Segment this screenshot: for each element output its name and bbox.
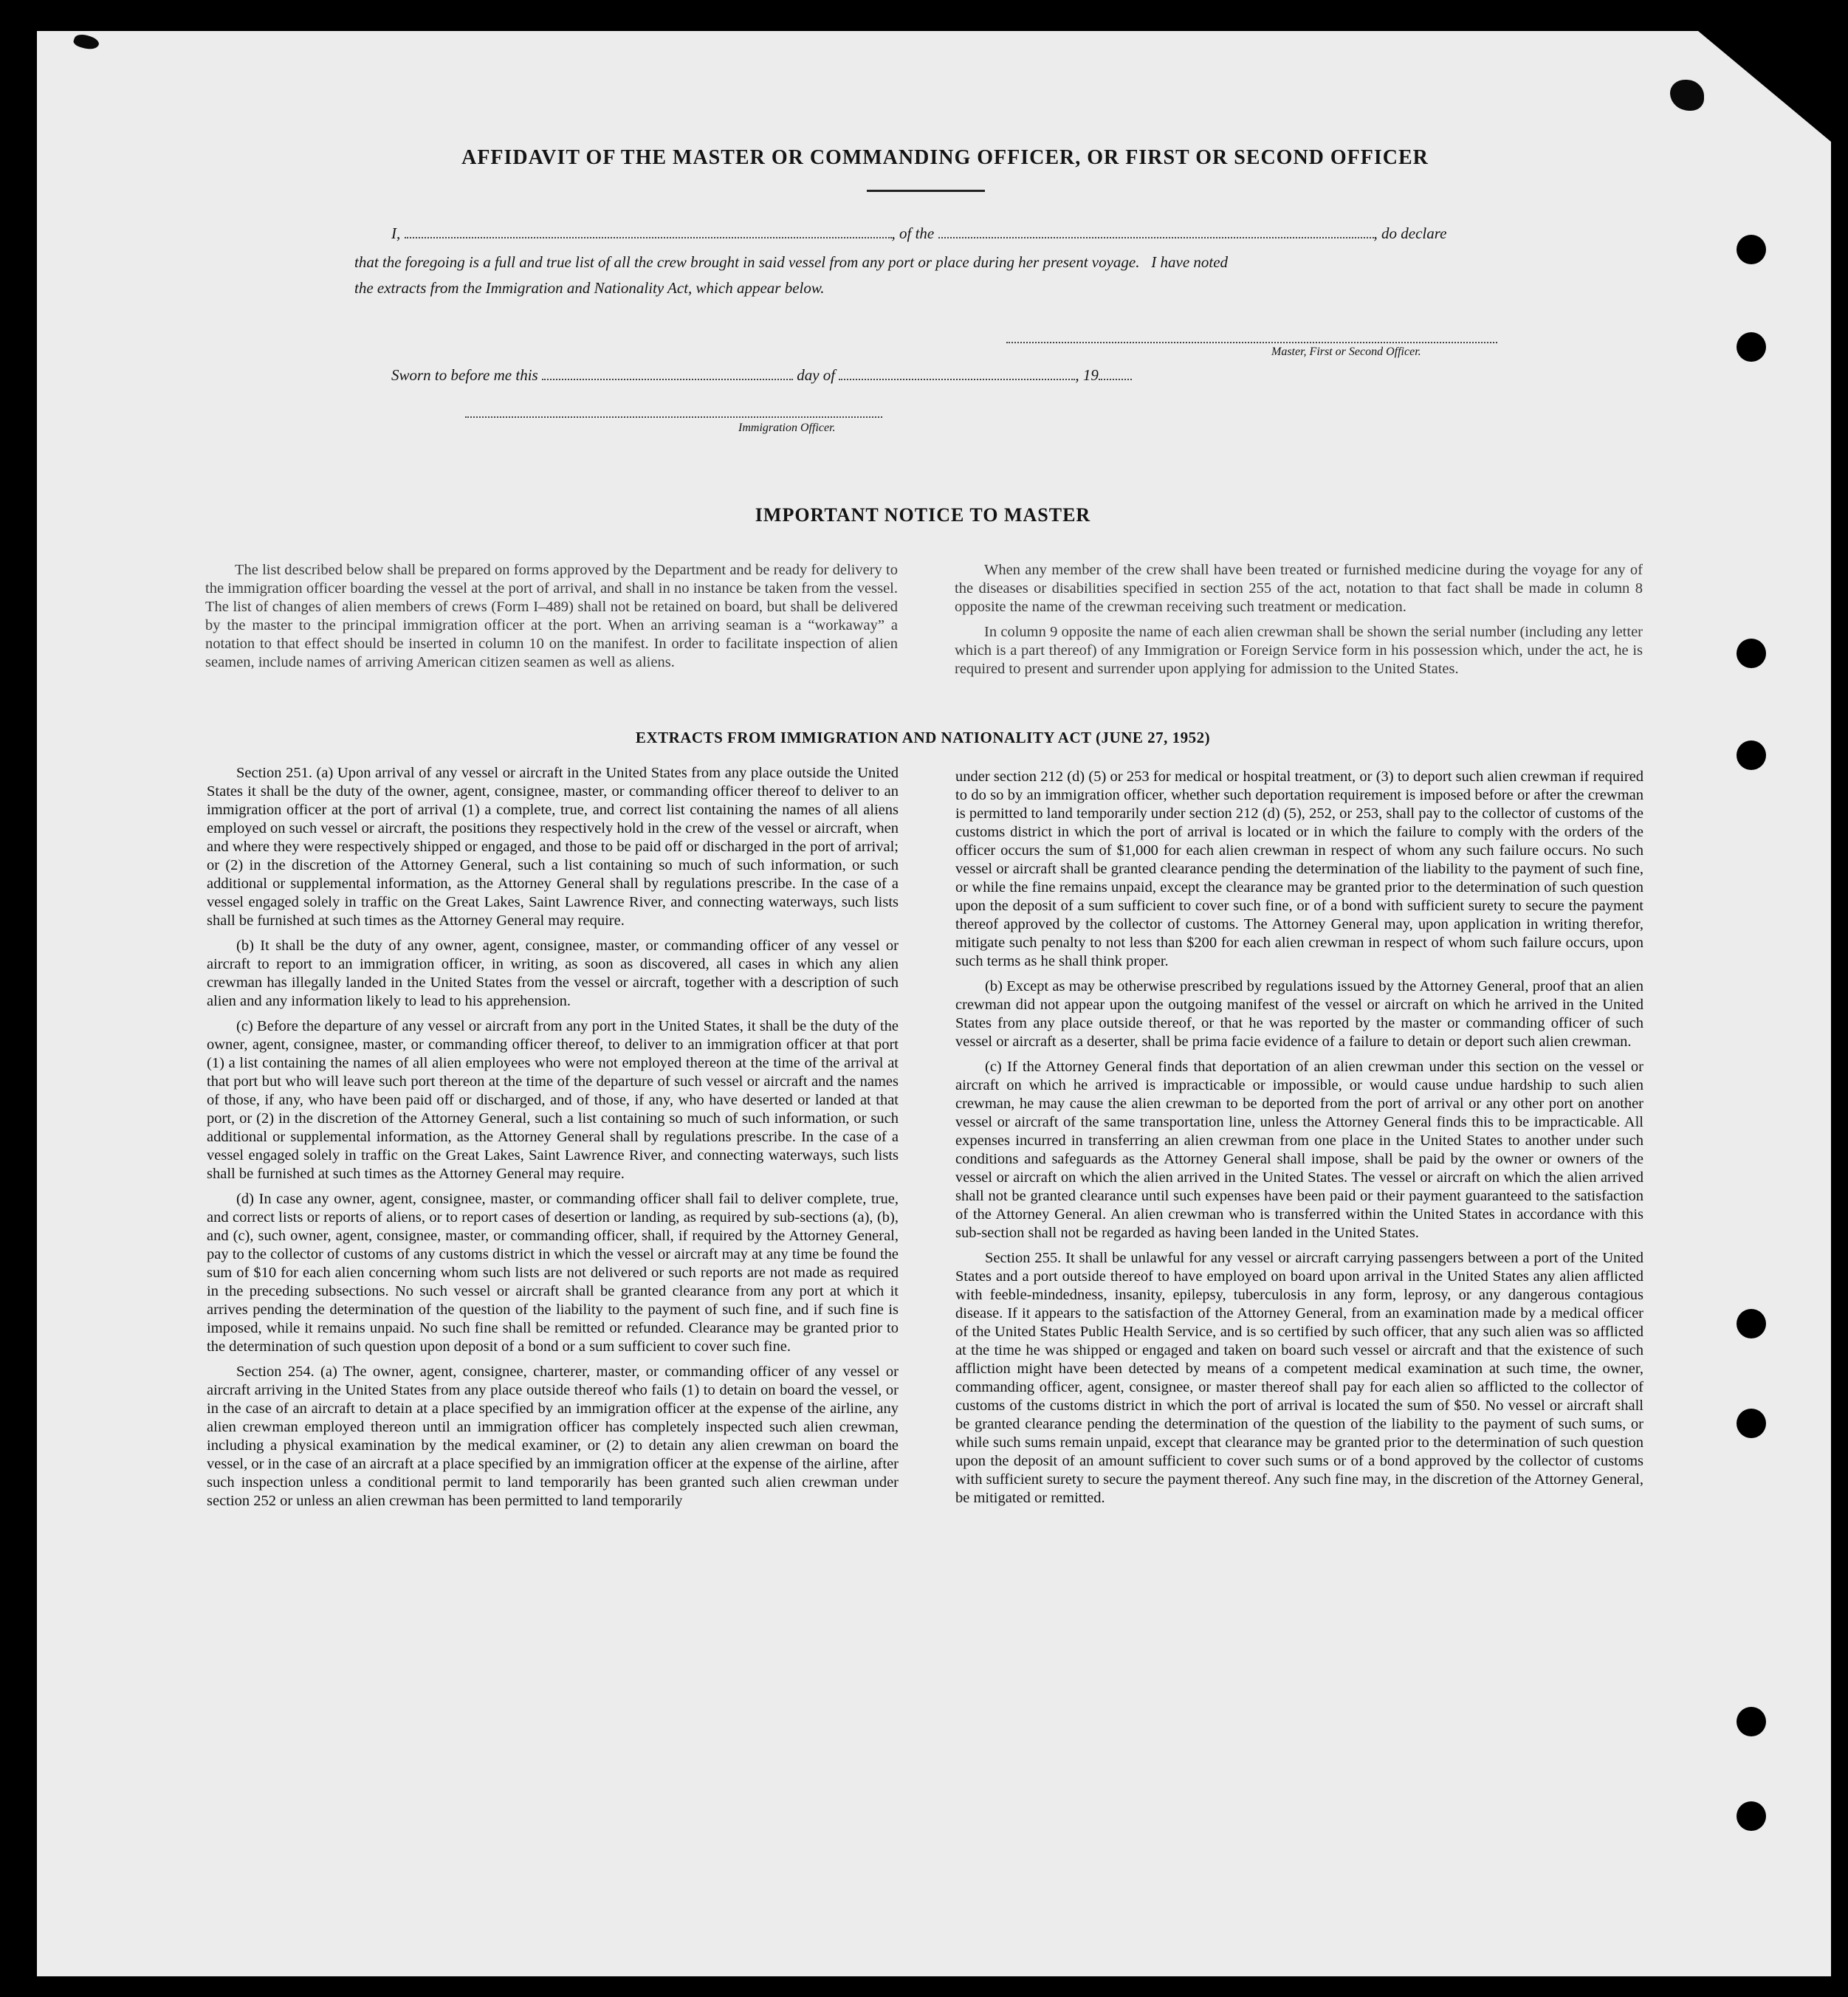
month-blank xyxy=(839,365,1075,380)
punch-hole xyxy=(1737,1707,1766,1736)
punch-hole xyxy=(1737,740,1766,770)
punch-hole xyxy=(1737,1801,1766,1831)
section-paragraph: (c) If the Attorney General finds that deportation of an alien crewman under this section on the vessel or aircraft on which he arrived is impracticable or impossible, or would cause undue hardship to such alien crewman, he may cause the alien crewman to be deported from the port of arrival or any other port on another vessel or aircraft of the same transportation line, unless the Attorney General finds this to be impracticable. All expenses incurred in transferring an alien crewman from one place in the United States to another under such conditions and safeguards as the Attorney General shall impose, shall be paid by the owner or owners of the vessel or aircraft on which the alien arrived in the United States. The vessel or aircraft on which the alien arrived shall not be granted clearance until such expenses have been paid or their payment guaranteed to the satisfaction of the Attorney General. An alien crewman who is transferred within the United States in accordance with this sub-section shall not be regarded as having been landed in the United States. xyxy=(955,1059,1643,1241)
year-blank xyxy=(1099,365,1132,380)
section-paragraph: under section 212 (d) (5) or 253 for medical or hospital treatment, or (3) to deport such alien crewman if required to do so by an immigration officer, whether such deportation requirement is imposed before or after the crewman is permitted to land temporarily under section 212 (d) (5), 252, or 253, shall pay to the collector of customs of the customs district in which the port of arrival is located or in which the failure to comply with the orders of the officer occurs the sum of $1,000 for each alien crewman in respect of whom any such failure occurs. No such vessel or aircraft shall be granted clearance pending the determination of the liability to the payment of such fine, or while the fine remains unpaid, except the clearance may be granted prior to the determination of such question upon the deposit of a sum sufficient to cover such fine, or of a bond with sufficient surety to secure the payment thereof approved by the collector of customs. The Attorney General may, upon application in writing therefor, mitigate such penalty to not less than $200 for each alien crewman in respect of whom such failure occurs, upon such terms as he shall think proper. xyxy=(955,769,1643,969)
master-signature-label: Master, First or Second Officer. xyxy=(1271,346,1421,358)
punch-hole xyxy=(1737,332,1766,362)
section-paragraph: (d) In case any owner, agent, consignee, master, or commanding officer shall fail to deliver complete, true, and correct lists or reports of aliens, or to report cases of desertion or landing, as required by sub-sections (a), (b), and (c), such owner, agent, consignee, master, or commanding officer, shall, if required by the Attorney General, pay to the collector of customs of any customs district in which the vessel or aircraft may at any time be found the sum of $10 for each alien concerning whom such lists are not delivered or such reports are not made as required in the preceding subsections. No such vessel or aircraft shall be granted clearance from any port at which it arrives pending the determination of the question of the liability to the payment of such fine, and if such fine is imposed, while it remains unpaid. No such fine shall be remitted or refunded. Clearance may be granted prior to the determination of such question upon deposit of a bond or a sum sufficient to cover such fine. xyxy=(207,1191,899,1355)
sworn-label: Sworn to before me this xyxy=(391,366,538,384)
notice-paragraph: When any member of the crew shall have been treated or furnished medicine during the voyage for any of the diseases or disabilities specified in section 255 of the act, notation to that fact shall be made in column 8 opposite the name of the crewman receiving such treatment or medication. xyxy=(955,562,1643,615)
officer-signature-line xyxy=(465,416,882,418)
declaration-line xyxy=(391,224,1446,243)
section-paragraph: Section 251. (a) Upon arrival of any vessel or aircraft in the United States from any place outside the United States it shall be the duty of the owner, agent, consignee, master, or commanding officer thereof to deliver to an immigration officer at the port of arrival (1) a complete, true, and correct list containing the names of all aliens employed on such vessel or aircraft, the positions they respectively hold in the crew of the vessel or aircraft, when and where they were respectively shipped or engaged, and those to be paid off or discharged in the port of arrival; or (2) in the discretion of the Attorney General, such a list containing so much of such information, or such additional or supplemental information, as the Attorney General shall by regulations prescribe. In the case of a vessel engaged solely in traffic on the Great Lakes, Saint Lawrence River, and connecting waterways, such lists shall be furnished at such times as the Attorney General may require. xyxy=(207,765,899,929)
extracts-left-column xyxy=(207,764,899,1517)
extracts-title: EXTRACTS FROM IMMIGRATION AND NATIONALITY ACT (JUNE 27, 1952) xyxy=(635,729,1211,746)
notice-paragraph: The list described below shall be prepared on forms approved by the Department and be ready for delivery to the immigration officer boarding the vessel at the port of arrival, and shall in no instance be taken from the vessel. The list of changes of alien members of crews (Form I–489) shall not be retained on board, but shall be delivered by the master to the principal immigration officer at the port. When an arriving seaman is a “workaway” a notation to that effect should be inserted in column 10 on the manifest. In order to facilitate inspection of alien seamen, include names of arriving American citizen seamen as well as aliens. xyxy=(205,562,898,670)
notice-left-column xyxy=(205,561,898,678)
notice-title: IMPORTANT NOTICE TO MASTER xyxy=(755,504,1091,526)
vessel-blank xyxy=(938,224,1374,238)
officer-signature-label: Immigration Officer. xyxy=(738,422,836,434)
torn-corner xyxy=(1698,31,1831,142)
punch-hole xyxy=(1737,235,1766,264)
section-paragraph: (c) Before the departure of any vessel or aircraft from any port in the United States, it shall be the duty of the owner, agent, consignee, master, or commanding officer thereof, to deliver to an immigration officer at that port (1) a list containing the names of all alien employees who were not employed thereon at the time of the arrival at that port but who will leave such port thereon at the time of the departure of such vessel or aircraft and the names of those, if any, who have been paid off or discharged, and of those, if any, who have deserted or landed at that port, or (2) in the discretion of the Attorney General, such a list containing so much of such information, or such additional or supplemental information, as the Attorney General shall by regulations prescribe. In the case of a vessel engaged solely in traffic on the Great Lakes, Saint Lawrence River, and connecting waterways, such lists shall be furnished at such times as the Attorney General may require. xyxy=(207,1018,899,1182)
day-of-label: day of xyxy=(797,366,836,384)
name-blank xyxy=(405,224,892,238)
declare-end: , do declare xyxy=(1373,224,1447,242)
declaration-text: the extracts from the Immigration and Nationality Act, which appear below. xyxy=(354,279,825,297)
section-paragraph: (b) It shall be the duty of any owner, agent, consignee, master, or commanding officer of any vessel or aircraft to report to an immigration officer, in writing, as soon as discovered, all cases in which any alien crewman has illegally landed in the United States from the vessel or aircraft, together with a description of such alien and any information likely to lead to his apprehension. xyxy=(207,938,899,1009)
affidavit-title: AFFIDAVIT OF THE MASTER OR COMMANDING OFFICER, OR FIRST OR SECOND OFFICER xyxy=(461,146,1429,169)
declare-i: I, xyxy=(391,224,401,242)
extracts-right-column xyxy=(955,768,1643,1514)
section-paragraph: (b) Except as may be otherwise prescribed by regulations issued by the Attorney General, proof that an alien crewman did not appear upon the outgoing manifest of the vessel or aircraft on which he arrived in the United States from any place outside thereof, or that he was reported by the master or commanding officer of such vessel or aircraft as a deserter, shall be prima facie evidence of a failure to detain or deport such alien crewman. xyxy=(955,978,1643,1050)
master-signature-line xyxy=(1006,342,1497,343)
notice-paragraph: In column 9 opposite the name of each alien crewman shall be shown the serial number (including any letter which is a part thereof) of any Immigration or Foreign Service form in his possession which, under the act, he is required to present and surrender upon applying for admission to the United States. xyxy=(955,624,1643,677)
notice-right-column xyxy=(955,561,1643,685)
section-paragraph: Section 254. (a) The owner, agent, consignee, charterer, master, or commanding officer of any vessel or aircraft arriving in the United States from any place outside thereof who fails (1) to detain on board the vessel, or in the case of an aircraft to detain at a place specified by an immigration officer at the expense of the airline, any alien crewman employed thereon until an immigration officer has completely inspected such alien crewman, including a physical examination by the medical examiner, or (2) to detain any alien crewman on board the vessel, or in the case of an aircraft at a place specified by an immigration officer at the expense of the airline, after such inspection unless a conditional permit to land temporarily has been granted such alien crewman under section 252 or unless an alien crewman has been permitted to land temporarily xyxy=(207,1364,899,1509)
year-label: , 19 xyxy=(1075,366,1099,384)
declare-of-the: , of the xyxy=(891,224,935,242)
punch-hole xyxy=(1737,1409,1766,1438)
day-blank xyxy=(542,365,793,380)
sworn-line xyxy=(391,365,1132,385)
declaration-text: that the foregoing is a full and true list of all the crew brought in said vessel from any port or place during her present voyage. I have noted xyxy=(354,253,1229,271)
section-paragraph: Section 255. It shall be unlawful for any vessel or aircraft carrying passengers between a port of the United States and a port outside thereof to have employed on board upon arrival in the United States any alien afflicted with feeble-mindedness, insanity, epilepsy, tuberculosis in any form, leprosy, or any dangerous contagious disease. If it appears to the satisfaction of the Attorney General, from an examination made by a medical officer of the United States Public Health Service, and is so certified by such officer, that any such alien was so afflicted at the time he was shipped or engaged and taken on board such vessel or aircraft and that the existence of such affliction might have been detected by means of a competent medical examination at such time, the owner, commanding officer, agent, consignee, or master thereof shall pay for each alien so afflicted to the collector of customs of the customs district in which the port of arrival is located the sum of $50. No vessel or aircraft shall be granted clearance pending the determination of the question of the liability to the payment of such sums, or while such sums remain unpaid, except that clearance may be granted prior to the determination of such question upon the deposit of an amount sufficient to cover such sums or of a bond approved by the collector of customs with sufficient surety to secure the payment thereof. Any such fine may, in the discretion of the Attorney General, be mitigated or remitted. xyxy=(955,1250,1643,1506)
punch-hole xyxy=(1737,639,1766,668)
punch-hole xyxy=(1737,1309,1766,1338)
title-rule xyxy=(867,190,985,192)
